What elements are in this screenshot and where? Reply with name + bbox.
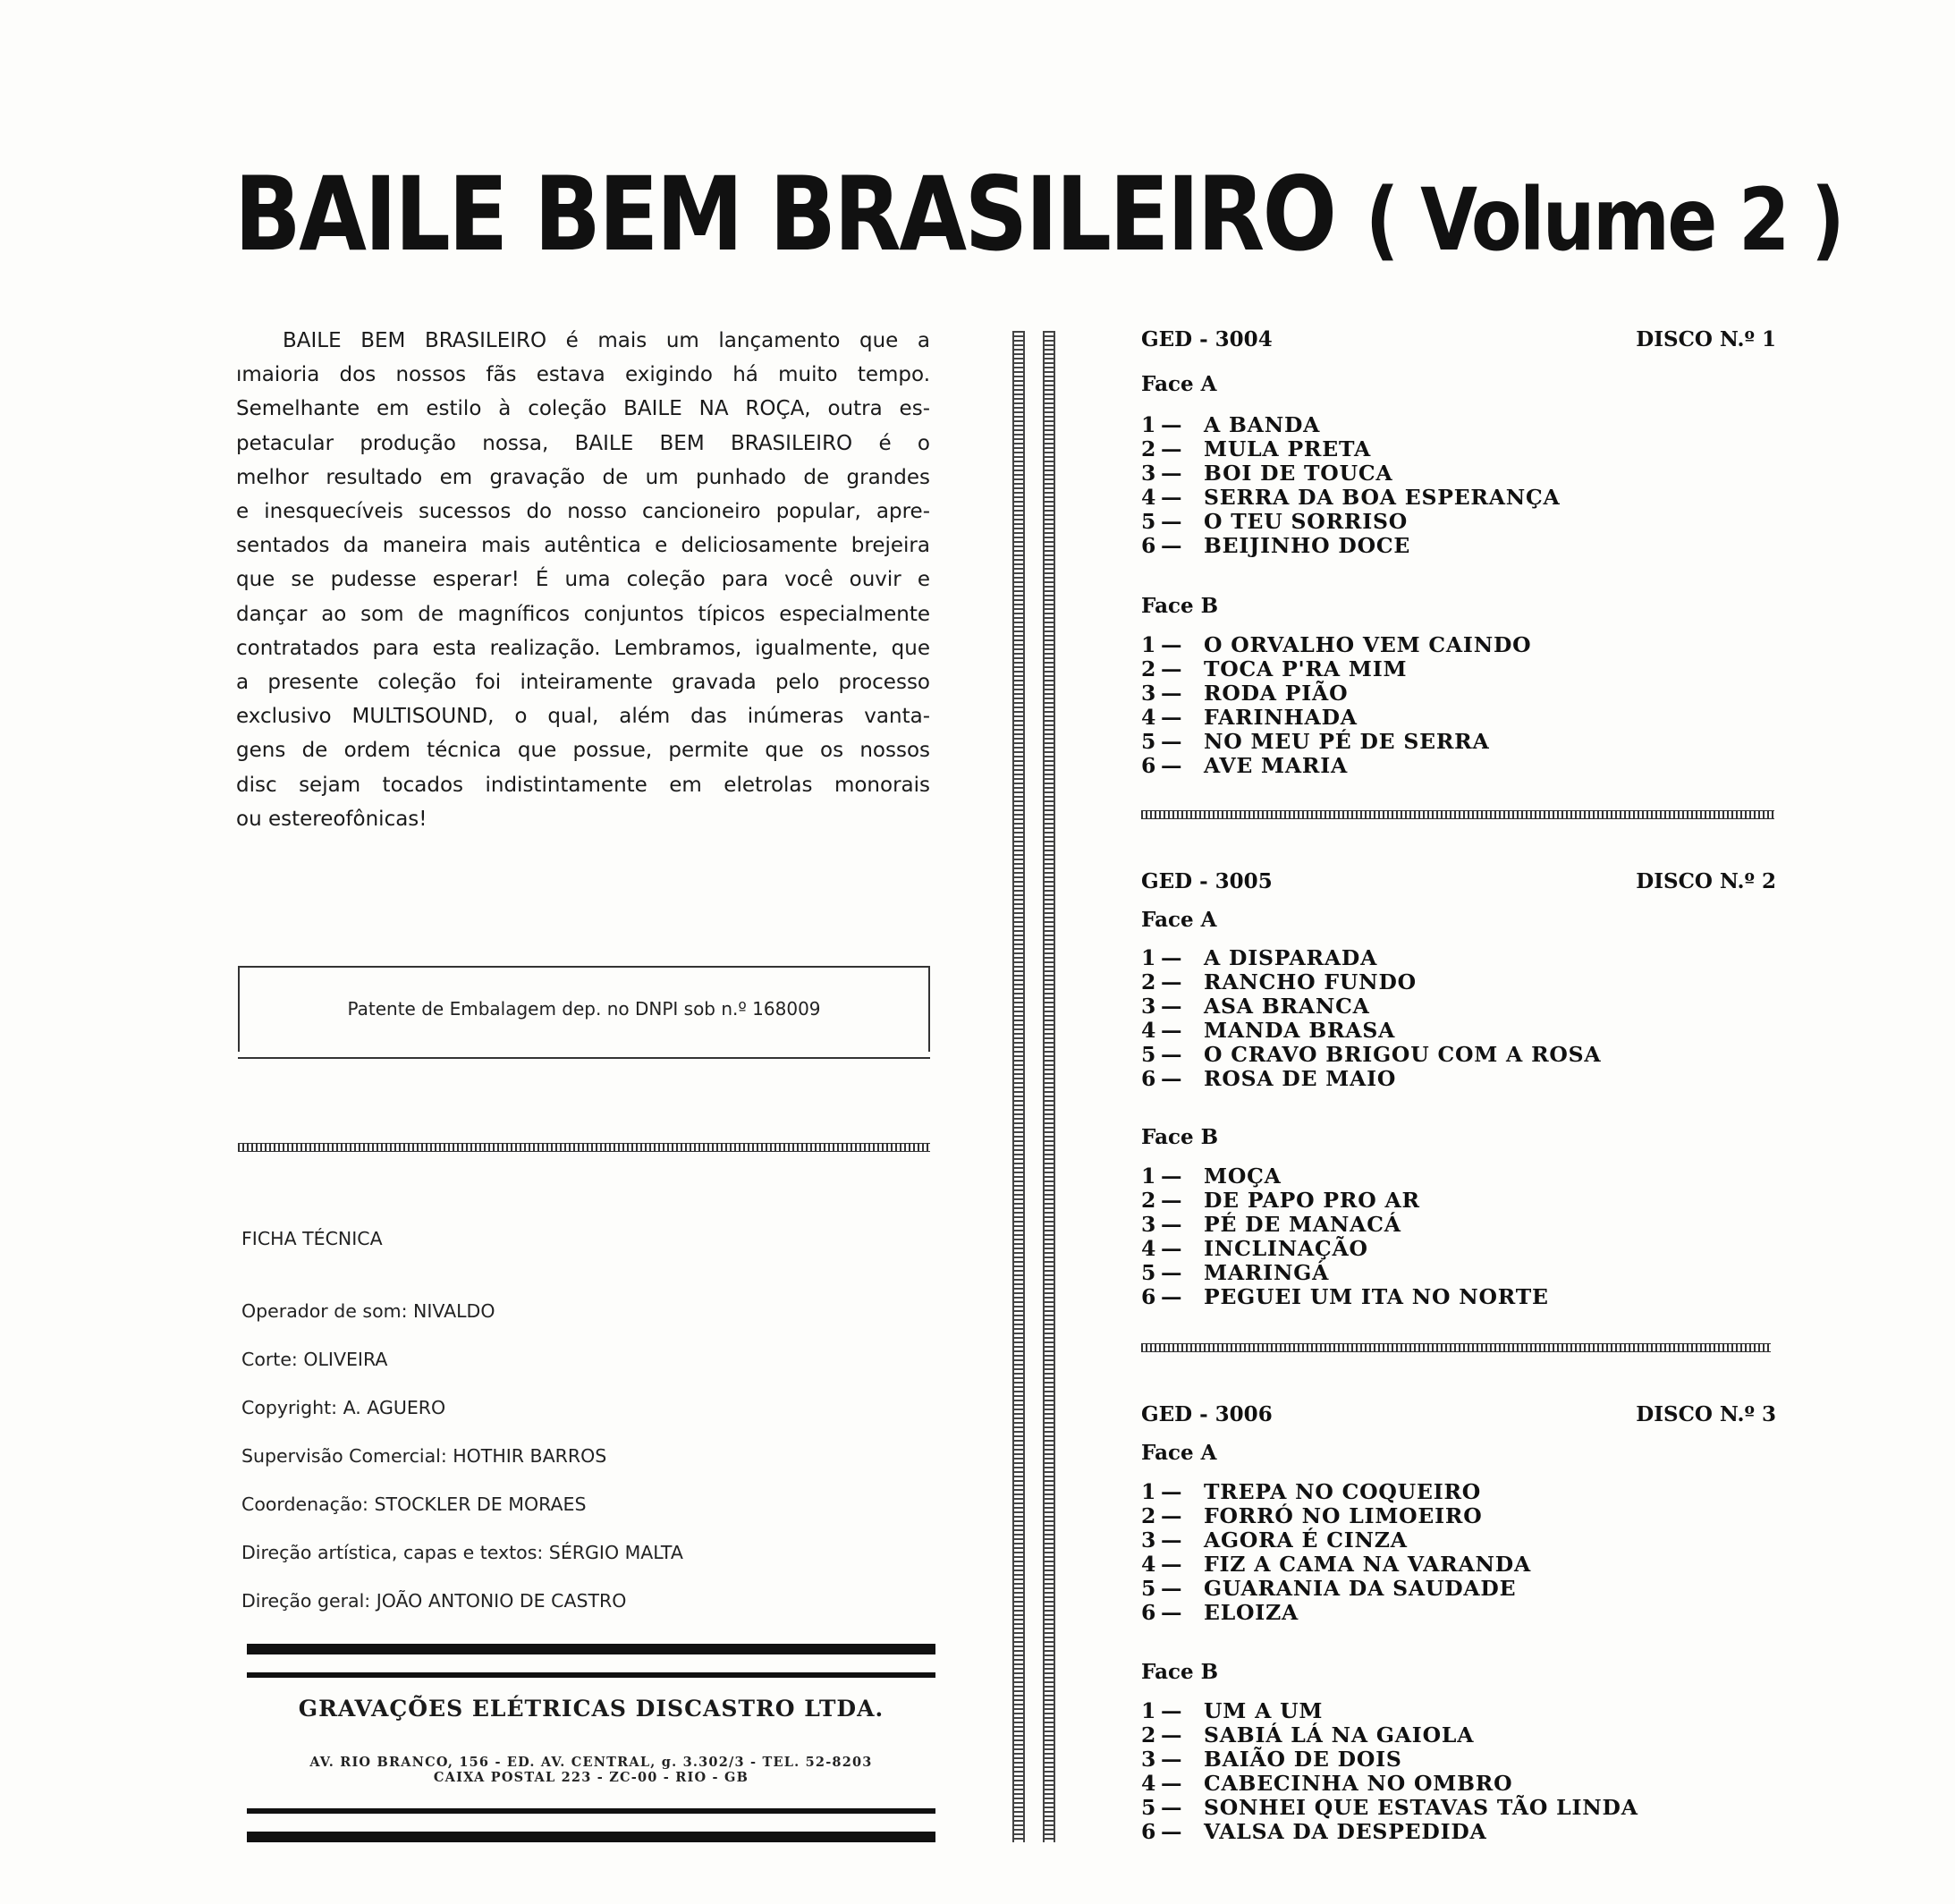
disc-2-track: 2 — DE PAPO PRO AR — [1141, 1188, 1420, 1213]
disc-1-track: 4 — FARINHADA — [1141, 705, 1358, 730]
intro-line: disc sejam tocados indistintamente em eletrolas monorais — [236, 773, 930, 797]
disc-1-track: 2 — MULA PRETA — [1141, 436, 1371, 461]
disc-1-track: 5 — O TEU SORRISO — [1141, 509, 1409, 534]
disc-2-label: DISCO N.º 2 — [1636, 869, 1776, 893]
disc-2-code: GED - 3005 — [1141, 869, 1273, 893]
ficha-entry: Supervisão Comercial: HOTHIR BARROS — [241, 1445, 607, 1467]
left-dotted-divider — [238, 1143, 930, 1152]
intro-line: que se pudesse esperar! É uma coleção para você ouvir e — [236, 568, 930, 592]
disc-3-track: 4 — CABECINHA NO OMBRO — [1141, 1771, 1513, 1796]
disc-1-track: 3 — RODA PIÃO — [1141, 681, 1349, 706]
disc-1-face-b: Face B — [1141, 594, 1219, 618]
album-title — [234, 152, 1843, 277]
disc-2-divider — [1141, 1343, 1771, 1352]
intro-text — [236, 324, 930, 836]
disc-3-face-a: Face A — [1141, 1441, 1217, 1465]
disc-3-track: 5 — GUARANIA DA SAUDADE — [1141, 1576, 1517, 1601]
disc-2-track: 2 — RANCHO FUNDO — [1141, 969, 1417, 994]
ficha-entry: Direção artística, capas e textos: SÉRGIO MALTA — [241, 1542, 683, 1563]
disc-2-track: 5 — MARINGÁ — [1141, 1260, 1330, 1285]
disc-1-track: 5 — NO MEU PÉ DE SERRA — [1141, 729, 1490, 754]
disc-2-track: 4 — INCLINAÇÃO — [1141, 1236, 1368, 1261]
ficha-entry: Operador de som: NIVALDO — [241, 1300, 495, 1322]
disc-3-track: 2 — SABIÁ LÁ NA GAIOLA — [1141, 1722, 1475, 1747]
intro-line: ou estereofônicas! — [236, 807, 427, 831]
disc-3-label: DISCO N.º 3 — [1636, 1402, 1776, 1426]
disc-3-track: 3 — BAIÃO DE DOIS — [1141, 1747, 1402, 1772]
intro-line: e inesquecíveis sucessos do nosso cancioneiro popular, apre- — [236, 500, 930, 524]
intro-line: ımaioria dos nossos fãs estava exigindo há muito tempo. — [236, 363, 930, 387]
disc-1-track: 6 — BEIJINHO DOCE — [1141, 533, 1411, 558]
disc-1-track: 2 — TOCA P'RA MIM — [1141, 656, 1408, 681]
disc-2-track: 5 — O CRAVO BRIGOU COM A ROSA — [1141, 1042, 1602, 1067]
vertical-divider-left — [1012, 331, 1025, 1842]
intro-line: a presente coleção foi inteiramente gravada pelo processo — [236, 671, 930, 695]
disc-2-track: 1 — MOÇA — [1141, 1164, 1282, 1189]
disc-3-track: 1 — UM A UM — [1141, 1698, 1324, 1723]
disc-2-track: 6 — ROSA DE MAIO — [1141, 1066, 1397, 1091]
title-volume: ( Volume 2 ) — [1365, 170, 1843, 270]
company-rule-top-thick — [247, 1644, 935, 1654]
company-address-2: CAIXA POSTAL 223 - ZC-00 - RIO - GB — [433, 1770, 749, 1785]
company-address-1: AV. RIO BRANCO, 156 - ED. AV. CENTRAL, g. 3.302/3 - TEL. 52-8203 — [309, 1755, 873, 1770]
disc-2-track: 1 — A DISPARADA — [1141, 945, 1378, 970]
intro-line: gens de ordem técnica que possue, permite que os nossos — [236, 739, 930, 763]
intro-line: melhor resultado em gravação de um punhado de grandes — [236, 465, 930, 489]
disc-1-track: 3 — BOI DE TOUCA — [1141, 461, 1393, 486]
disc-1-divider — [1141, 810, 1774, 819]
vertical-divider-right — [1043, 331, 1055, 1842]
intro-line: contratados para esta realização. Lembramos, igualmente, que — [236, 636, 930, 660]
disc-3-face-b: Face B — [1141, 1660, 1219, 1684]
disc-2-face-a: Face A — [1141, 908, 1217, 932]
company-rule-bottom-thick — [247, 1832, 935, 1842]
intro-line: dançar ao som de magníficos conjuntos típicos especialmente — [236, 602, 930, 626]
disc-2-face-b: Face B — [1141, 1125, 1219, 1149]
disc-2-track: 3 — ASA BRANCA — [1141, 994, 1370, 1019]
title-main: BAILE BEM BRASILEIRO — [234, 155, 1335, 274]
disc-1-code: GED - 3004 — [1141, 327, 1273, 351]
disc-3-code: GED - 3006 — [1141, 1402, 1273, 1426]
disc-2-track: 6 — PEGUEI UM ITA NO NORTE — [1141, 1284, 1549, 1309]
disc-1-label: DISCO N.º 1 — [1636, 327, 1776, 351]
intro-line: BAILE BEM BRASILEIRO é mais um lançamento que a — [283, 329, 930, 352]
disc-1-track: 1 — A BANDA — [1141, 412, 1321, 437]
disc-3-track: 1 — TREPA NO COQUEIRO — [1141, 1479, 1482, 1504]
patent-box — [238, 966, 930, 1059]
company-name: GRAVAÇÕES ELÉTRICAS DISCASTRO LTDA. — [298, 1696, 884, 1722]
disc-3-track: 6 — VALSA DA DESPEDIDA — [1141, 1819, 1487, 1844]
disc-1-face-a: Face A — [1141, 372, 1217, 396]
ficha-entry: Corte: OLIVEIRA — [241, 1349, 388, 1370]
disc-2-track: 4 — MANDA BRASA — [1141, 1018, 1396, 1043]
intro-line: Semelhante em estilo à coleção BAILE NA ROÇA, outra es- — [236, 397, 930, 421]
disc-3-track: 3 — AGORA É CINZA — [1141, 1527, 1408, 1553]
ficha-heading: FICHA TÉCNICA — [241, 1228, 383, 1249]
disc-3-track: 4 — FIZ A CAMA NA VARANDA — [1141, 1552, 1531, 1577]
disc-3-track: 6 — ELOIZA — [1141, 1600, 1299, 1625]
ficha-entry: Copyright: A. AGUERO — [241, 1397, 446, 1418]
ficha-entry: Direção geral: JOÃO ANTONIO DE CASTRO — [241, 1590, 627, 1612]
company-rule-top-thin — [247, 1672, 935, 1678]
ficha-entry: Coordenação: STOCKLER DE MORAES — [241, 1494, 587, 1515]
disc-1-track: 6 — AVE MARIA — [1141, 753, 1349, 778]
disc-1-track: 1 — O ORVALHO VEM CAINDO — [1141, 632, 1532, 657]
patent-text: Patente de Embalagem dep. no DNPI sob n.º 168009 — [347, 998, 821, 1020]
intro-line: exclusivo MULTISOUND, o qual, além das inúmeras vanta- — [236, 705, 930, 729]
intro-line: petacular produção nossa, BAILE BEM BRASILEIRO é o — [236, 431, 930, 455]
intro-line: sentados da maneira mais autêntica e deliciosamente brejeira — [236, 534, 930, 558]
disc-3-track: 5 — SONHEI QUE ESTAVAS TÃO LINDA — [1141, 1795, 1638, 1820]
company-rule-bottom-thin — [247, 1808, 935, 1814]
disc-2-track: 3 — PÉ DE MANACÁ — [1141, 1212, 1401, 1237]
disc-3-track: 2 — FORRÓ NO LIMOEIRO — [1141, 1503, 1483, 1528]
disc-1-track: 4 — SERRA DA BOA ESPERANÇA — [1141, 485, 1561, 510]
